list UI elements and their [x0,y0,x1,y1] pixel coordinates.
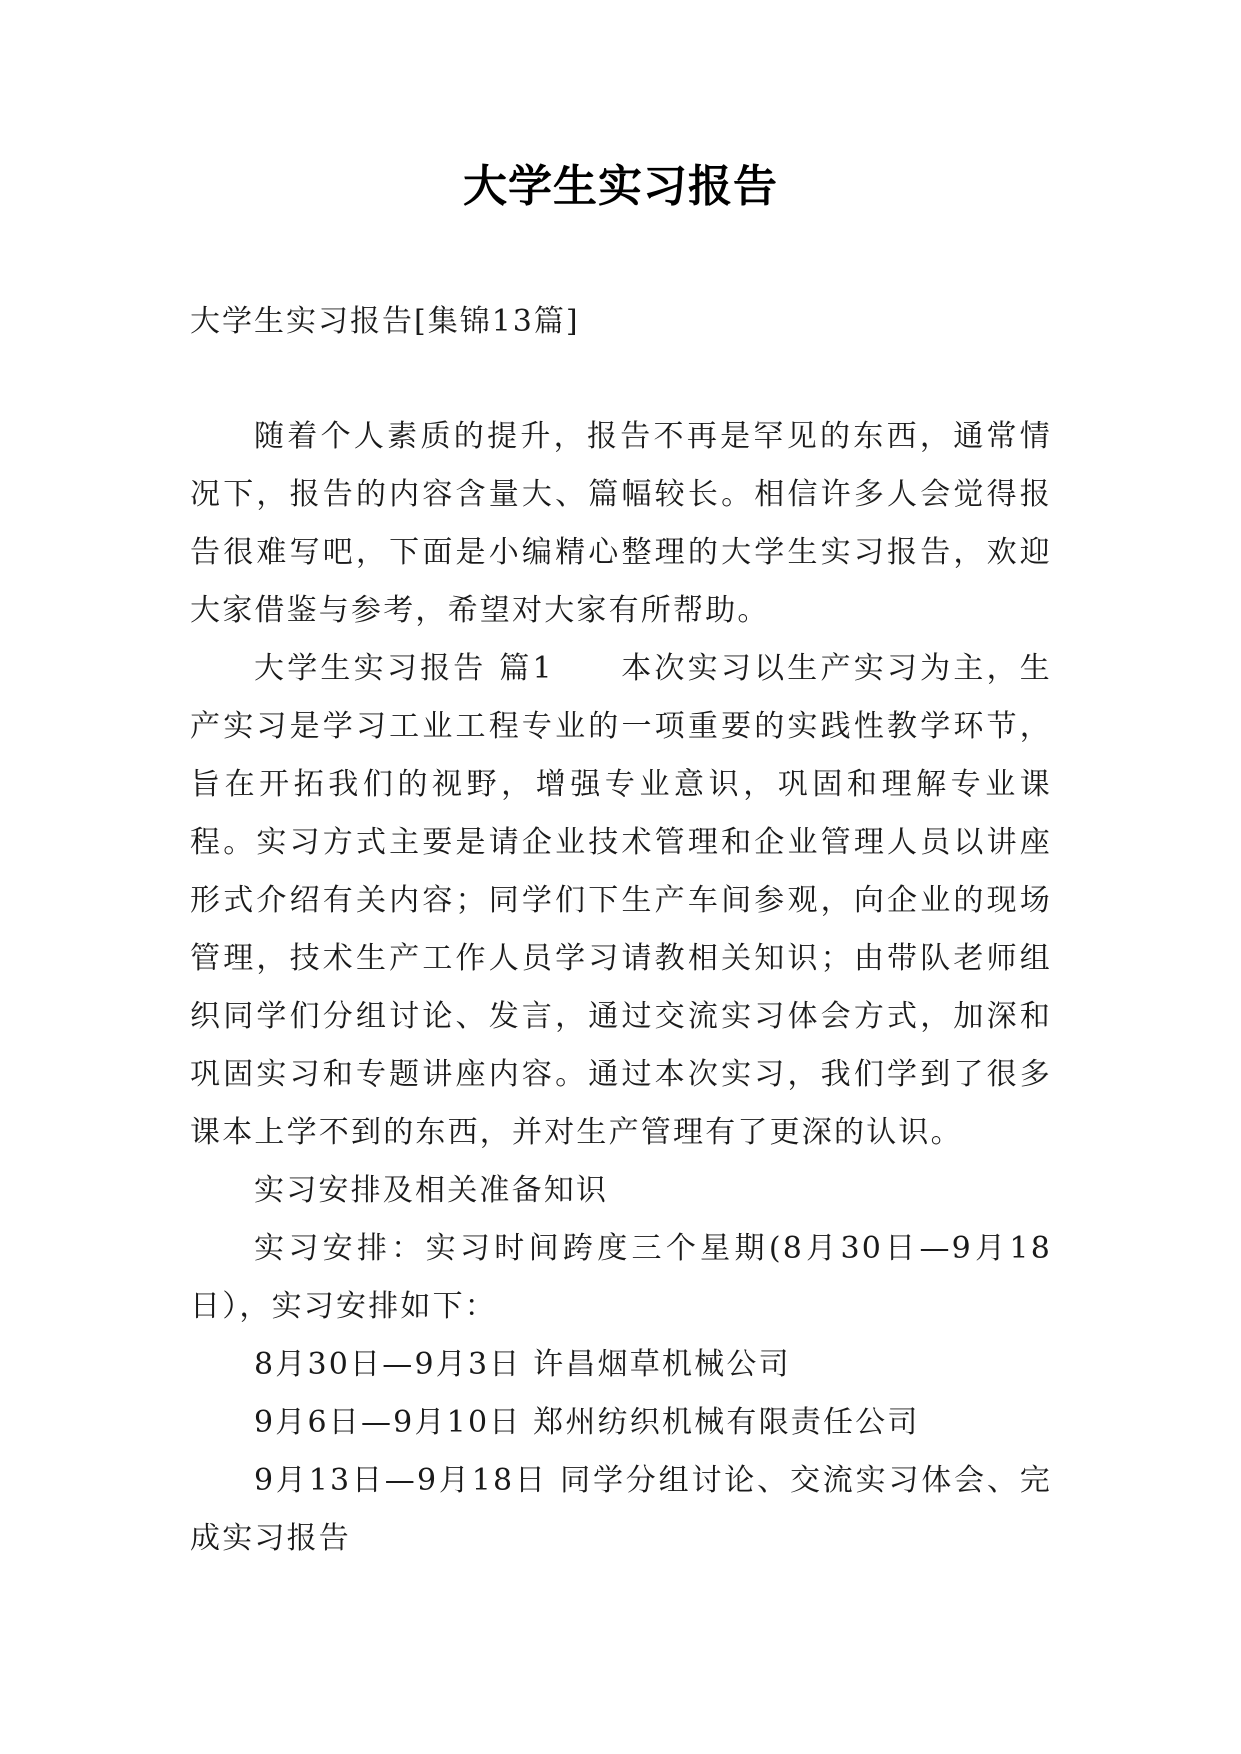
document-title: 大学生实习报告 [463,161,778,212]
document-body [190,408,1052,1568]
paragraph-arrangement: 实习安排：实习时间跨度三个星期(8月30日—9月18日），实习安排如下： [190,1231,1052,1324]
paragraph-intro: 随着个人素质的提升，报告不再是罕见的东西，通常情况下，报告的内容含量大、篇幅较长。相信许多人会觉得报告很难写吧，下面是小编精心整理的大学生实习报告，欢迎大家借鉴与参考，希望对大家有所帮助。 [190,419,1052,628]
paragraph-part-1: 大学生实习报告 篇1 本次实习以生产实习为主，生产实习是学习工业工程专业的一项重要的实践性教学环节，旨在开拓我们的视野，增强专业意识，巩固和理解专业课程。实习方式主要是请企业技术管理和企业管理人员以讲座形式介绍有关内容；同学们下生产车间参观，向企业的现场管理，技术生产工作人员学习请教相关知识；由带队老师组织同学们分组讨论、发言，通过交流实习体会方式，加深和巩固实习和专题讲座内容。通过本次实习，我们学到了很多课本上学不到的东西，并对生产管理有了更深的认识。 [190,651,1052,1150]
document-subtitle: 大学生实习报告[集锦13篇] [190,304,580,339]
paragraph-schedule-1: 8月30日—9月3日 许昌烟草机械公司 [254,1347,791,1382]
paragraph-heading-arrangement: 实习安排及相关准备知识 [254,1173,609,1208]
paragraph-schedule-3: 9月13日—9月18日 同学分组讨论、交流实习体会、完成实习报告 [190,1463,1052,1556]
paragraph-schedule-2: 9月6日—9月10日 郑州纺织机械有限责任公司 [254,1405,920,1440]
